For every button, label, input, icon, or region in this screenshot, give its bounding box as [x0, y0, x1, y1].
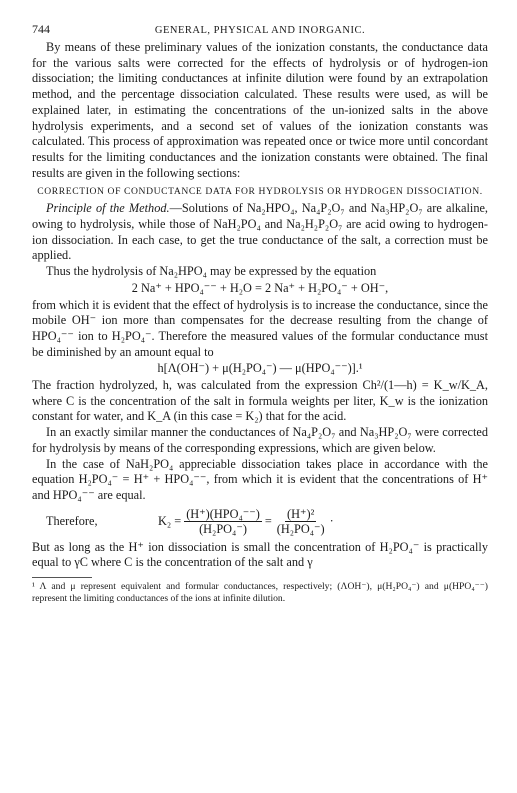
correction-equation: h[Λ(OH⁻) + μ(H₂PO₄⁻) — μ(HPO₄⁻⁻)].¹ [157, 361, 363, 376]
hydrolysis-intro: Thus the hydrolysis of Na₂HPO₄ may be expressed by the equation [46, 264, 377, 279]
equation-end: · [329, 513, 334, 528]
hydrolysis-equation: 2 Na⁺ + HPO₄⁻⁻ + H₂O = 2 Na⁺ + H₂PO₄⁻ + OH⁻, [131, 280, 389, 295]
nah2po4-paragraph: In the case of NaH₂PO₄ appreciable dissociation takes place in accordance with the equation H₂PO₄⁻ = H⁺ + HPO₄⁻⁻, from which it is evident that the concentrations of H⁺ and HPO₄⁻⁻ are equal. [32, 456, 488, 502]
section-heading: CORRECTION OF CONDUCTANCE DATA FOR HYDROLYSIS OR HYDROGEN DISSOCIATION. [37, 186, 483, 198]
footnote-rule [32, 577, 92, 578]
fraction-one-denominator: (H₂PO₄⁻) [199, 522, 247, 537]
fraction-two-denominator: (H₂PO₄⁻) [276, 522, 325, 537]
running-head [32, 22, 488, 40]
principle-text: —Solutions of Na₂HPO₄, Na₄P₂O₇ and Na₃HP₂O₇ are alkaline, owing to hydrolysis, while those of NaH₂PO₄ and Na₂H₂P₂O₇ are acid owing to hydrogen-ion dissociation. In each case, to get the true conductance of the salt, a correction must be applied. [32, 201, 489, 263]
equals-sign: = [264, 513, 272, 528]
therefore-label: Therefore, [46, 513, 98, 528]
principle-label: Principle of the Method. [46, 201, 170, 216]
hydrolysis-paragraph: from which it is evident that the effect of hydrolysis is to increase the conductance, since the mobile OH⁻ ion more than compensates for the decrease resulting from the change of HPO₄⁻⁻ ion to H₂PO₄⁻. Therefore the measured values of the formular conductance must be diminished by an amount equal to [32, 297, 488, 359]
body-text [32, 40, 488, 571]
k2-symbol: K₂ = [158, 513, 182, 528]
fraction-two-numerator: (H⁺)² [287, 507, 315, 522]
intro-paragraph: By means of these preliminary values of the ionization constants, the conductance data for the various salts were corrected for the effects of hydrolysis or of hydrogen-ion dissociation; the limiting conductances at infinite dilution were found by an extrapolation method, and the percentage dissociation calculated. These results were used, as will be explained later, in estimating the concentrations of the un-ionized salts in the above hydrolysis experiments, and a second set of values of the ionization constants was calculated. This process of approximation was repeated once or twice more until concordant results for the limiting conductances and the ionization constants were obtained. The final results are given in the following sections: [32, 40, 488, 180]
similar-paragraph: In an exactly similar manner the conductances of Na₄P₂O₇ and Na₃HP₂O₇ were corrected for hydrolysis by means of the corresponding expressions, which are given below. [32, 425, 488, 455]
journal-title: GENERAL, PHYSICAL AND INORGANIC. [154, 25, 366, 36]
fraction-one [184, 507, 262, 536]
conclusion-paragraph: But as long as the H⁺ ion dissociation is small the concentration of H₂PO₄⁻ is practically equal to γC where C is the concentration of the salt and γ [32, 539, 488, 570]
footnote: ¹ Λ and μ represent equivalent and formular conductances, respectively; (ΛOH⁻), μ(H₂PO₄⁻) and μ(HPO₄⁻⁻) represent the limiting conductances of the ions at infinite dilution. [32, 581, 488, 605]
fraction-paragraph: The fraction hydrolyzed, h, was calculated from the expression Ch²/(1—h) = K_w/K_A, where C is the concentration of the salt in formula weights per liter, K_w is the ionization constant for water, and K_A (in this case = K₂) that for the acid. [32, 378, 488, 424]
fraction-one-numerator: (H⁺)(HPO₄⁻⁻) [186, 507, 260, 522]
page-number: 744 [32, 22, 50, 36]
page [32, 22, 488, 605]
principle-paragraph [32, 201, 488, 264]
fraction-two [275, 507, 327, 536]
ionization-equation [32, 505, 488, 539]
